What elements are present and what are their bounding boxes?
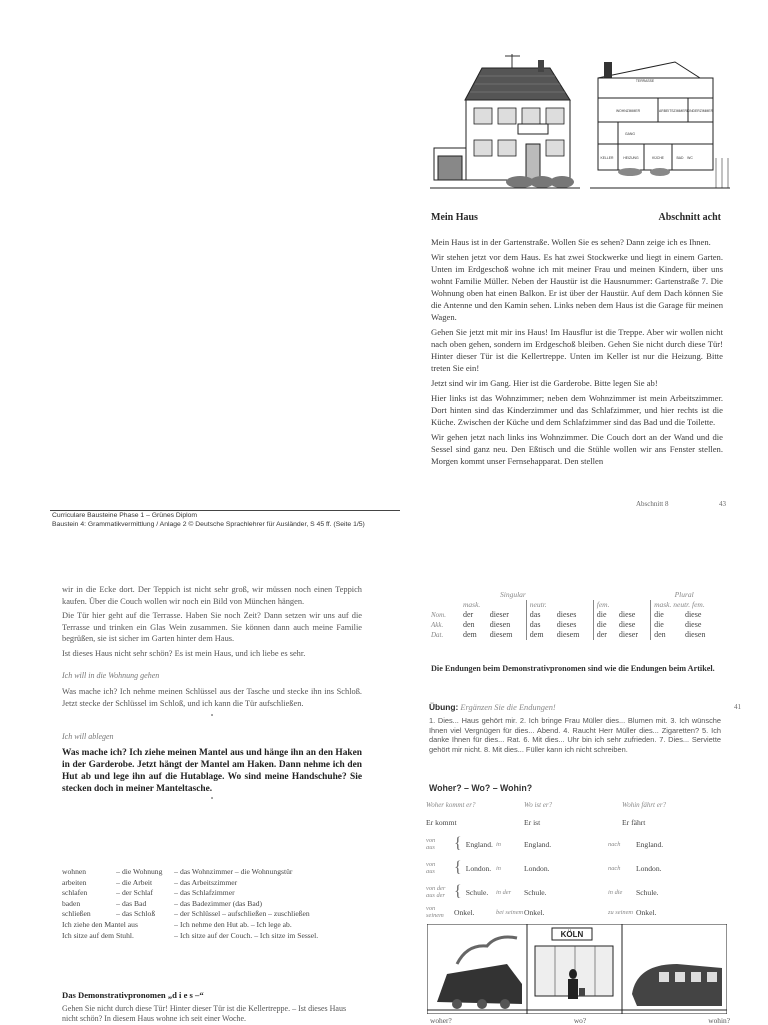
declension-cell: den bbox=[651, 630, 682, 640]
vocab-phrase: Ich sitze auf dem Stuhl. bbox=[62, 930, 134, 940]
vocab-row bbox=[62, 878, 372, 889]
place: England. bbox=[636, 839, 664, 849]
gender-header-mask: mask. bbox=[463, 600, 481, 609]
vocab-noun: das Schloß bbox=[122, 909, 156, 919]
question-wohin: Wohin fährt er? bbox=[622, 801, 667, 809]
preposition: von aus bbox=[426, 837, 436, 851]
vocab-dash: – bbox=[116, 867, 120, 876]
preposition: von seinem bbox=[426, 905, 444, 919]
declension-row bbox=[428, 610, 728, 620]
declension-note: Die Endungen beim Demonstrativpronomen sind wie die Endungen beim Artikel. bbox=[431, 664, 715, 673]
preposition: zu seinem bbox=[608, 908, 634, 916]
separator-dot: • bbox=[210, 794, 214, 803]
declension-cell: diese bbox=[618, 610, 636, 619]
declension-rows bbox=[428, 610, 728, 640]
vocab-phrase: Ich ziehe den Mantel aus bbox=[62, 919, 138, 929]
preposition: in bbox=[496, 840, 501, 848]
section-text-ablegen: Was mache ich? Ich ziehe meinen Mantel aus und hänge ihn an den Haken in der Garderobe. Jetzt hängt der Mantel am Haken. Dann nehme ich den Hut ab und lege ihn auf die Hutablage. Wo sind meine Handschuhe? Sie stecken doch in meiner Manteltasche. bbox=[62, 748, 362, 794]
caption-line-2: Baustein 4: Grammatikvermittlung / Anlage 2 © Deutsche Sprachlehrer für Ausländer, S 45 ff. (Seite 1/5) bbox=[52, 521, 365, 528]
declension-row bbox=[428, 620, 728, 630]
vocab-noun: das Bad bbox=[122, 898, 147, 908]
left-paragraph: wir in die Ecke dort. Der Teppich ist nicht sehr groß, wir müssen noch einen Teppich kaufen. Über die Couch wollen wir noch ein Bild von München hängen. bbox=[62, 585, 362, 606]
subject-ist: Er ist bbox=[524, 817, 541, 827]
left-paragraph: Ist dieses Haus nicht sehr schön? Es ist mein Haus, und ich liebe es sehr. bbox=[62, 648, 306, 658]
house-paragraph: Gehen Sie jetzt mit mir ins Haus! Im Hausflur ist die Treppe. Aber wir wollen nicht nach oben gehen, sondern im Erdgeschoß bleiben. Gehen Sie nicht durch diese Tür! Hinter dieser Tür ist die Kellertreppe. Unten im Keller ist nur die Heizung. Bitte treten Sie ein! bbox=[431, 327, 723, 373]
exercise-title bbox=[429, 702, 719, 712]
label-wohin: wohin? bbox=[708, 1016, 730, 1025]
house-paragraph: Jetzt sind wir im Gang. Hier ist die Garderobe. Bitte legen Sie ab! bbox=[431, 378, 658, 388]
brace: { bbox=[454, 859, 462, 876]
gender-header-plural: mask. neutr. fem. bbox=[651, 600, 728, 610]
vocab-row bbox=[62, 909, 372, 920]
preposition: in bbox=[496, 864, 501, 872]
label-woher: woher? bbox=[430, 1016, 452, 1025]
wo-row bbox=[426, 832, 726, 856]
declension-table bbox=[428, 590, 728, 640]
vocabulary-list bbox=[62, 867, 372, 941]
place: Onkel. bbox=[524, 907, 545, 917]
left-paragraph: Die Tür hier geht auf die Terrasse. Haben Sie noch Zeit? Dann setzen wir uns auf die Terrasse und trinken ein Glas Wein zusammen. Sie können dann auch meine Familie begrüßen, sie ist sicher im Garten hinter dem Haus. bbox=[62, 611, 362, 643]
declension-cell: dieser bbox=[489, 610, 509, 619]
preposition: nach bbox=[608, 864, 621, 872]
house-page-section: Abschnitt acht bbox=[658, 212, 721, 223]
train-station-illustration bbox=[427, 924, 727, 1014]
demonstrative-heading: Das Demonstrativpronomen „d i e s –“ bbox=[62, 990, 204, 1000]
vocab-dash: – bbox=[116, 898, 120, 908]
label-heizung: HEIZUNG bbox=[623, 156, 639, 160]
house-illustration bbox=[430, 48, 730, 196]
wo-heading: Woher? – Wo? – Wohin? bbox=[429, 783, 533, 793]
vocab-row bbox=[62, 888, 372, 899]
vocab-verb: wohnen bbox=[62, 867, 87, 876]
vocab-compound: der Schlüssel – aufschließen – zuschließen bbox=[180, 909, 310, 919]
case-label: Akk. bbox=[431, 621, 444, 629]
vocab-compound: das Wohnzimmer – die Wohnungstür bbox=[180, 867, 293, 876]
vocab-row bbox=[62, 931, 372, 942]
brace: { bbox=[454, 835, 462, 852]
case-label: Dat. bbox=[431, 631, 444, 639]
label-kueche: KÜCHE bbox=[652, 156, 664, 160]
house-page-title: Mein Haus bbox=[431, 212, 478, 223]
declension-cell: diesen bbox=[684, 630, 706, 639]
declension-cell: dieser bbox=[618, 630, 638, 639]
label-gang: GANG bbox=[625, 132, 635, 136]
place: London. bbox=[524, 863, 550, 873]
label-arbeitszimmer: ARBEITSZIMMER bbox=[659, 109, 687, 113]
declension-cell: die bbox=[651, 620, 682, 630]
vocab-dash: – bbox=[174, 898, 178, 908]
place: Onkel. bbox=[636, 907, 657, 917]
exercise-text: 1. Dies... Haus gehört mir. 2. Ich bringe Frau Müller dies... Blumen mit. 3. Ich wünsche Ihnen viel Vergnügen für dies... Abend. 4. Raucht Herr Müller dies... Zigaretten? 5. Ich danke Ihnen für dies... Rat. 6. Mit dies... Uhr bin ich sehr zufrieden. 7. Dies... Serviette gehört mir nicht. 8. Mit dies... Füller kann ich nicht schreiben. bbox=[429, 716, 721, 754]
vocab-verb: schlafen bbox=[62, 888, 88, 898]
declension-cell: dem bbox=[463, 630, 477, 639]
footer-section: Abschnitt 8 bbox=[636, 500, 669, 508]
place: London. bbox=[636, 863, 662, 873]
question-woher: Woher kommt er? bbox=[426, 801, 476, 809]
vocab-compound: Ich sitze auf der Couch. – Ich sitze im Sessel. bbox=[180, 930, 319, 940]
vocab-compound: das Badezimmer (das Bad) bbox=[180, 898, 263, 908]
wo-rows bbox=[426, 832, 726, 920]
vocab-dash: – bbox=[174, 909, 178, 919]
vocab-verb: baden bbox=[62, 898, 81, 908]
declension-cell: die bbox=[593, 610, 616, 620]
declension-cell: das bbox=[526, 620, 553, 630]
exercise-prompt: Ergänzen Sie die Endungen! bbox=[460, 703, 556, 712]
subject-kommt: Er kommt bbox=[426, 817, 457, 827]
demonstrative-text: Gehen Sie nicht durch diese Tür! Hinter dieser Tür ist die Kellertreppe. – Ist dieses Haus nicht schön? In diesem Haus wohne ich seit einer Woche. bbox=[62, 1004, 347, 1023]
vocab-dash: – bbox=[116, 909, 120, 919]
declension-cell: diesem bbox=[556, 630, 580, 639]
declension-cell: diesen bbox=[489, 620, 511, 629]
curriculum-caption bbox=[52, 511, 412, 529]
vocab-verb: arbeiten bbox=[62, 877, 87, 887]
declension-cell: diesem bbox=[489, 630, 513, 639]
left-page-text bbox=[62, 584, 362, 803]
gender-header-neutr: neutr. bbox=[526, 600, 593, 610]
vocab-dash: – bbox=[116, 877, 120, 887]
preposition: von der aus der bbox=[426, 885, 446, 899]
place: Schule. bbox=[636, 887, 659, 897]
station-sign: KÖLN bbox=[560, 930, 584, 939]
vocab-dash: – bbox=[174, 888, 178, 898]
declension-cell: den bbox=[463, 620, 475, 629]
declension-cell: dieses bbox=[556, 610, 577, 619]
declension-row bbox=[428, 630, 728, 640]
question-wo: Wo ist er? bbox=[524, 801, 553, 809]
place: Schule. bbox=[524, 887, 547, 897]
wo-table bbox=[426, 798, 726, 920]
place: England. bbox=[465, 839, 493, 849]
vocab-dash: – bbox=[174, 919, 178, 929]
declension-cell: die bbox=[651, 610, 682, 620]
vocab-noun: die Wohnung bbox=[122, 867, 163, 876]
preposition: nach bbox=[608, 840, 621, 848]
house-paragraph: Mein Haus ist in der Gartenstraße. Wollen Sie es sehen? Dann zeige ich es Ihnen. bbox=[431, 237, 711, 247]
label-wohnzimmer: WOHNZIMMER bbox=[615, 109, 641, 113]
declension-cell: der bbox=[463, 610, 474, 619]
label-keller: KELLER bbox=[600, 156, 614, 160]
vocab-compound: das Schlafzimmer bbox=[180, 888, 235, 898]
place: Schule. bbox=[465, 887, 489, 897]
declension-cell: diese bbox=[684, 620, 702, 629]
caption-line-1: Curriculare Bausteine Phase 1 – Grünes Diplom bbox=[52, 512, 198, 519]
vocab-dash: – bbox=[174, 877, 178, 887]
wo-row bbox=[426, 880, 726, 904]
preposition: von aus bbox=[426, 861, 436, 875]
house-paragraph: Wir gehen jetzt nach links ins Wohnzimmer. Die Couch dort an der Wand und die Sessel sind ganz neu. Den Eßtisch und die Stühle wollen wir ans Fenster stellen. Morgen kommt unser Fernsehapparat. Den stellen bbox=[431, 432, 723, 466]
place: London. bbox=[465, 863, 492, 873]
declension-cell: dieses bbox=[556, 620, 577, 629]
label-wc: WC bbox=[687, 156, 693, 160]
section-heading-ablegen: Ich will ablegen bbox=[62, 732, 114, 741]
declension-cell: diese bbox=[684, 610, 702, 619]
vocab-verb: schließen bbox=[62, 909, 91, 919]
vocab-dash: – bbox=[174, 930, 178, 940]
page-footer bbox=[636, 500, 726, 508]
label-wo: wo? bbox=[573, 1016, 587, 1025]
label-terrasse: TERRASSE bbox=[635, 79, 655, 83]
brace: { bbox=[454, 883, 462, 900]
page-number: 41 bbox=[734, 703, 741, 711]
preposition: in der bbox=[496, 888, 512, 896]
house-text bbox=[431, 236, 723, 470]
section-text-wohnung: Was mache ich? Ich nehme meinen Schlüssel aus der Tasche und stecke ihn ins Schloß. Jetzt stecke der Schlüssel im Schloß, und ich kann die Tür aufschließen. bbox=[62, 687, 362, 708]
vocab-compound: das Arbeitszimmer bbox=[180, 877, 238, 887]
vocab-compound: Ich nehme den Hut ab. – Ich lege ab. bbox=[180, 919, 292, 929]
vocab-noun: der Schlaf bbox=[122, 888, 153, 898]
separator-dot: • bbox=[210, 711, 214, 720]
preposition: in die bbox=[608, 888, 623, 896]
vocab-row bbox=[62, 920, 372, 931]
declension-cell: dem bbox=[526, 630, 553, 640]
wo-row bbox=[426, 856, 726, 880]
vocab-dash: – bbox=[116, 888, 120, 898]
house-page-header bbox=[431, 212, 721, 226]
singular-label: Singular bbox=[500, 590, 526, 599]
footer-page-number: 43 bbox=[719, 500, 726, 508]
section-heading-wohnung: Ich will in die Wohnung gehen bbox=[62, 671, 160, 680]
place: England. bbox=[524, 839, 552, 849]
place: Onkel. bbox=[454, 907, 475, 917]
preposition: bei seinem bbox=[496, 908, 524, 916]
declension-cell: die bbox=[593, 620, 616, 630]
case-label: Nom. bbox=[431, 611, 446, 619]
declension-cell: das bbox=[526, 610, 553, 620]
gender-header-fem: fem. bbox=[593, 600, 650, 610]
vocab-row bbox=[62, 899, 372, 910]
vocab-noun: die Arbeit bbox=[122, 877, 153, 887]
label-bad: BAD bbox=[676, 156, 684, 160]
subject-faehrt: Er fährt bbox=[622, 817, 646, 827]
exercise-label: Übung: bbox=[429, 702, 459, 712]
declension-cell: der bbox=[593, 630, 616, 640]
declension-cell: diese bbox=[618, 620, 636, 629]
vocab-dash: – bbox=[174, 867, 178, 876]
vocab-row bbox=[62, 867, 372, 878]
house-paragraph: Wir stehen jetzt vor dem Haus. Es hat zwei Stockwerke und liegt in einem Garten. Unten im Erdgeschoß wohne ich mit meiner Frau und meinen Kindern, über uns wohnt Familie Müller. Neben der Haustür ist die Hausnummer: Gartenstraße 7. Die Wohnung oben hat einen Balkon. Er ist über der Haustür. Auf dem Dach können Sie die Antenne und den Kamin sehen. Links neben dem Haus ist die Garage für meinen Wagen. bbox=[431, 252, 723, 322]
plural-label: Plural bbox=[674, 590, 694, 599]
label-kinderzimmer: KINDERZIMMER bbox=[686, 109, 714, 113]
wo-row bbox=[426, 904, 726, 920]
house-paragraph: Hier links ist das Wohnzimmer; neben dem Wohnzimmer ist mein Arbeitszimmer. Dort hinten sind das Kinderzimmer und das Schlafzimmer, und hier rechts ist die Küche. Zwischen der Küche und dem Schlafzimmer sind das Bad und die Toilette. bbox=[431, 393, 723, 427]
